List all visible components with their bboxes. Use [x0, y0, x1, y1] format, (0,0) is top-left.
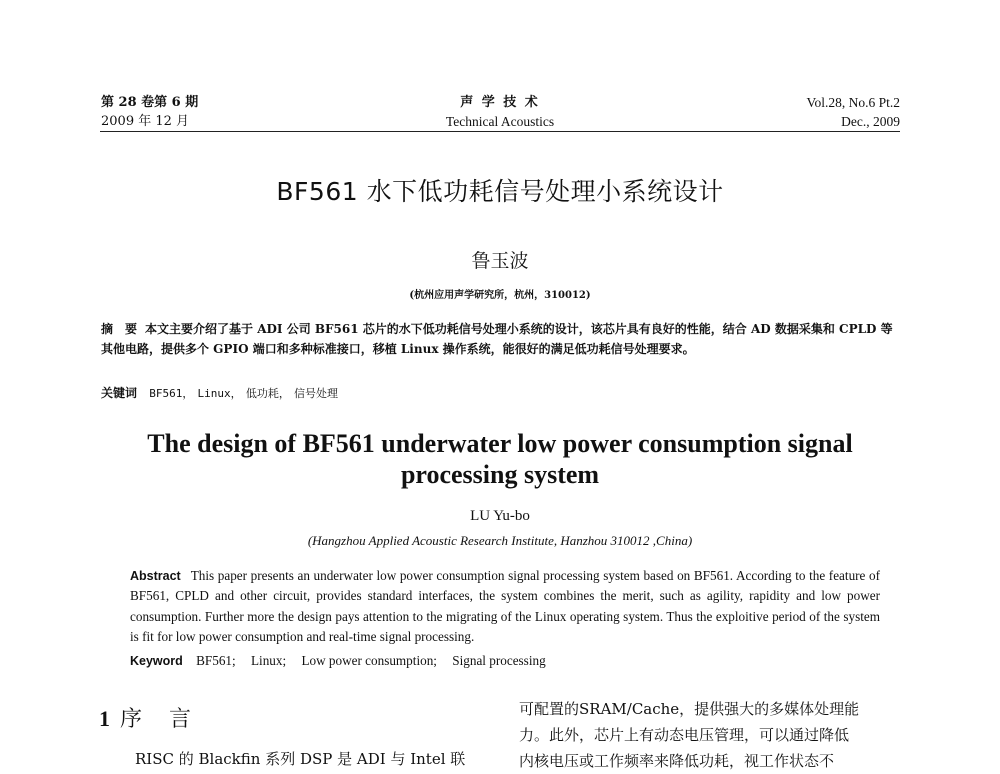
section-title: 序 言	[120, 707, 201, 732]
header-journal-en: Technical Acoustics	[445, 114, 555, 129]
abstract-cn	[101, 319, 901, 359]
header-volume-cn: 第 28 卷第 6 期	[101, 95, 199, 110]
affiliation-en: (Hangzhou Applied Acoustic Research Institute, Hanzhou 310012 ,China)	[307, 533, 693, 548]
keyword-cn-item: Linux，	[197, 387, 242, 400]
abstract-cn-label: 摘 要	[101, 322, 138, 336]
header-volume-en: Vol.28, No.6 Pt.2	[806, 95, 900, 110]
body-right-line: 力。此外，芯片上有动态电压管理，可以通过降低	[519, 726, 850, 744]
affiliation-cn: (杭州应用声学研究所，杭州，310012)	[409, 290, 591, 301]
body-right-line: 内核电压或工作频率来降低功耗，视工作状态不	[519, 752, 835, 770]
body-right-column	[519, 696, 901, 774]
keywords-en-label: Keyword	[130, 654, 183, 668]
body-left-line: RISC 的 Blackfin 系列 DSP 是 ADI 与 Intel 联	[135, 750, 466, 768]
abstract-en-label: Abstract	[130, 569, 181, 583]
keyword-en-item: BF561;	[196, 653, 236, 668]
header-date-en: Dec., 2009	[841, 114, 900, 129]
keyword-cn-item: 低功耗，	[245, 387, 290, 400]
header-rule	[100, 131, 900, 132]
section-heading	[99, 702, 201, 733]
keyword-en-item: Linux;	[250, 653, 287, 668]
abstract-en-text: This paper presents an underwater low power consumption signal processing system based on BF561. According to the feature of BF561, CPLD and other circuit, provides standard interfaces, the system combines the merit, such as agility, rapidity and low power consumption. Further more the design pays attention to the migrating of the Linux operating system. Thus the exploitive period of the system is fit for low power consumption and real-time signal processing.	[130, 568, 880, 644]
keyword-en-item: Signal processing	[452, 653, 546, 668]
title-en: The design of BF561 underwater low power consumption signal processing system	[147, 429, 853, 489]
body-right-line: 可配置的SRAM/Cache，提供强大的多媒体处理能	[519, 700, 860, 718]
keyword-cn-item: 信号处理	[294, 387, 339, 400]
keyword-cn-item: BF561，	[149, 387, 194, 400]
author-en: LU Yu-bo	[470, 508, 530, 524]
keywords-cn	[101, 383, 901, 404]
keywords-en	[130, 653, 880, 669]
author-cn: 鲁玉波	[471, 250, 529, 272]
abstract-en	[130, 566, 880, 647]
header-date-cn: 2009 年 12 月	[101, 114, 190, 129]
title-cn: BF561 水下低功耗信号处理小系统设计	[276, 177, 724, 206]
header-journal-cn: 声 学 技 术	[460, 95, 540, 110]
section-number: 1	[99, 706, 110, 731]
abstract-cn-text: 本文主要介绍了基于 ADI 公司 BF561 芯片的水下低功耗信号处理小系统的设计，该芯片具有良好的性能，结合 AD 数据采集和 CPLD 等其他电路，提供多个 GPIO 端口和多种标准接口，移植 Linux 操作系统，能很好的满足低功耗信号处理要求。	[101, 322, 893, 356]
keywords-cn-label: 关键词	[101, 386, 138, 400]
keyword-en-item: Low power consumption;	[301, 653, 437, 668]
